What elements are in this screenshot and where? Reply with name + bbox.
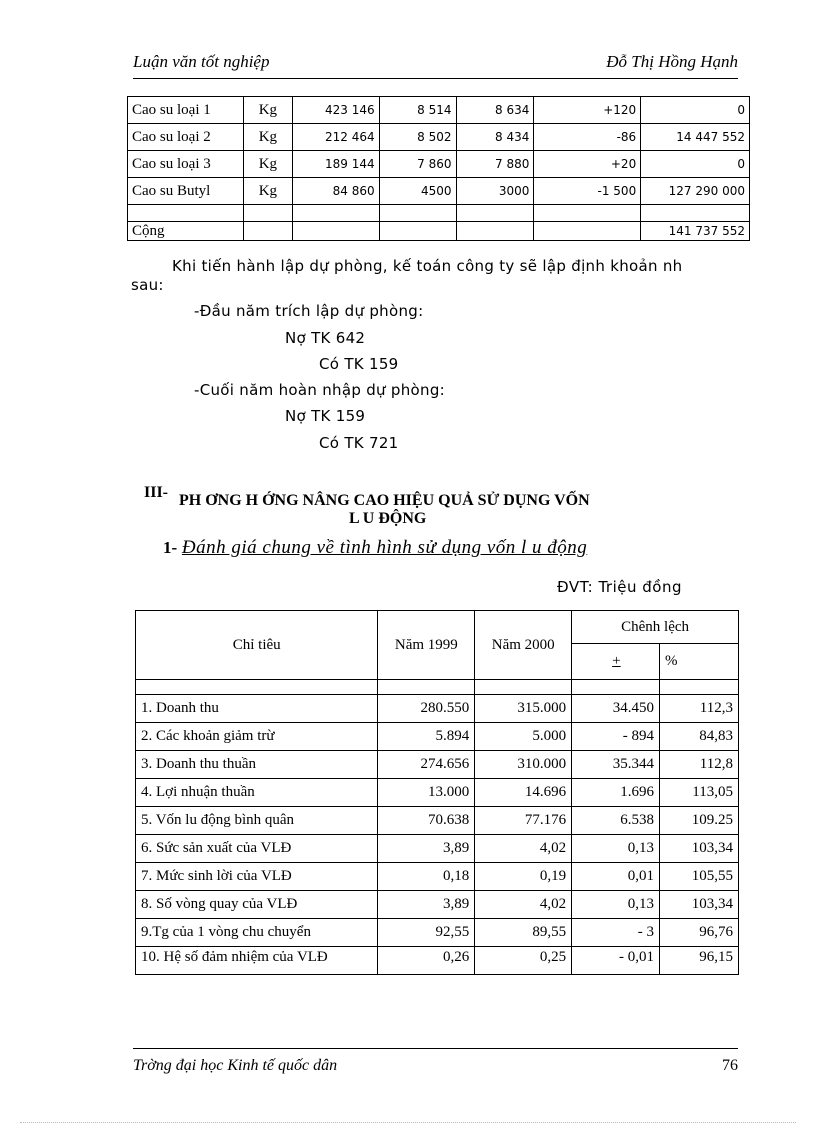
cell-value: -86 [534,124,641,151]
cell-value: 14.696 [475,779,572,807]
item-name: Cao su loại 2 [128,124,244,151]
unit-label: ĐVT: Triệu đồng [557,578,682,596]
table-row [128,97,750,124]
cell-value: - 0,01 [572,947,660,975]
cell-value: 280.550 [378,695,475,723]
cell-value: 112,8 [660,751,739,779]
table-row [128,124,750,151]
section-title-line-2: L U ĐỘNG [349,510,427,527]
cell-value: 4,02 [475,835,572,863]
cell-value: 103,34 [660,835,739,863]
cell-value: +20 [534,151,641,178]
indicator-name: 8. Số vòng quay của VLĐ [136,891,378,919]
end-credit-entry: Có TK 721 [319,434,399,452]
begin-year-label: -Đầu năm trích lập dự phòng: [194,302,424,320]
header-plus-minus: + [572,644,660,680]
cell-value: 8 502 [379,124,456,151]
cell-value: 310.000 [475,751,572,779]
item-unit: Kg [243,124,292,151]
cell-value: 7 860 [379,151,456,178]
table-row [128,178,750,205]
cell-value: 34.450 [572,695,660,723]
page-number: 76 [722,1057,738,1074]
cell-value: 127 290 000 [641,178,750,205]
page-footer [133,1048,738,1075]
cell-value: 0,13 [572,891,660,919]
cell-value: 84 860 [292,178,379,205]
begin-credit-entry: Có TK 159 [319,355,399,373]
cell-value: 103,34 [660,891,739,919]
cell-value: 6.538 [572,807,660,835]
cell-value: 89,55 [475,919,572,947]
cell-value: 7 880 [456,151,534,178]
indicator-name: 7. Mức sinh lời của VLĐ [136,863,378,891]
cell-value: 8 634 [456,97,534,124]
item-unit: Kg [243,178,292,205]
section-number: III- [144,484,169,501]
cell-value: 5.894 [378,723,475,751]
cell-value: 14 447 552 [641,124,750,151]
cell-value: 92,55 [378,919,475,947]
table-row [136,779,739,807]
header-difference: Chênh lệch [572,611,739,644]
cell-value: 1.696 [572,779,660,807]
cell-value: 96,76 [660,919,739,947]
cell-value: 0 [641,97,750,124]
cell-value: 0,01 [572,863,660,891]
section-title-line-1: PH ƠNG H ỚNG NÂNG CAO HIỆU QUẢ SỬ DỤNG VỐN [179,492,590,509]
indicator-name: 3. Doanh thu thuần [136,751,378,779]
cell-value: 0 [641,151,750,178]
inventory-provision-table [127,96,750,241]
subsection-title: Đánh giá chung về tình hình sử dụng vốn l u động [181,537,588,558]
cell-value: 5.000 [475,723,572,751]
table-row [136,863,739,891]
table-row [136,835,739,863]
item-unit: Kg [243,97,292,124]
indicator-name: 10. Hệ số đảm nhiệm của VLĐ [136,947,378,975]
cell-value: -1 500 [534,178,641,205]
cell-value: 3000 [456,178,534,205]
indicator-name: 1. Doanh thu [136,695,378,723]
cell-value: 8 514 [379,97,456,124]
item-name: Cao su loại 1 [128,97,244,124]
cell-value: 315.000 [475,695,572,723]
item-name: Cao su loại 3 [128,151,244,178]
footer-school: Trờng đại học Kinh tế quốc dân [133,1057,338,1074]
total-label: Cộng [128,222,244,241]
cell-value: 274.656 [378,751,475,779]
end-year-label: -Cuối năm hoàn nhập dự phòng: [194,381,446,399]
cell-value: 3,89 [378,835,475,863]
indicator-name: 5. Vốn lu động bình quân [136,807,378,835]
cell-value: - 3 [572,919,660,947]
cell-value: 0,13 [572,835,660,863]
cell-value: +120 [534,97,641,124]
cell-value: 113,05 [660,779,739,807]
cell-value: 13.000 [378,779,475,807]
table-row [128,151,750,178]
table-row [136,723,739,751]
indicator-name: 4. Lợi nhuận thuần [136,779,378,807]
table-row [136,751,739,779]
cell-value: 35.344 [572,751,660,779]
cell-value: - 894 [572,723,660,751]
table-row [136,807,739,835]
cell-value: 423 146 [292,97,379,124]
table-row [136,891,739,919]
intro-line-2: sau: [131,276,164,294]
cell-value: 112,3 [660,695,739,723]
cell-value: 4,02 [475,891,572,919]
header-indicator: Chỉ tiêu [136,611,378,680]
header-percent: % [660,644,739,680]
working-capital-table [135,610,739,975]
cell-value: 0,19 [475,863,572,891]
cell-value: 105,55 [660,863,739,891]
subsection-number: 1- [163,538,178,557]
end-debit-entry: Nợ TK 159 [285,407,366,425]
subsection-heading [163,537,587,559]
header-year-2000: Năm 2000 [475,611,572,680]
cell-value: 77.176 [475,807,572,835]
table-row-blank [128,205,750,222]
cell-value: 84,83 [660,723,739,751]
indicator-name: 9.Tg của 1 vòng chu chuyển [136,919,378,947]
item-unit: Kg [243,151,292,178]
indicator-name: 2. Các khoản giảm trừ [136,723,378,751]
indicator-name: 6. Sức sản xuất của VLĐ [136,835,378,863]
header-thesis-label: Luận văn tốt nghiệp [133,52,270,71]
page-header [133,52,738,79]
cell-value: 0,18 [378,863,475,891]
table-row [136,695,739,723]
cell-value: 189 144 [292,151,379,178]
cell-value: 8 434 [456,124,534,151]
header-year-1999: Năm 1999 [378,611,475,680]
begin-debit-entry: Nợ TK 642 [285,329,366,347]
cell-value: 70.638 [378,807,475,835]
cell-value: 109.25 [660,807,739,835]
cell-value: 4500 [379,178,456,205]
table-row-total [128,222,750,241]
cell-value: 212 464 [292,124,379,151]
cell-value: 96,15 [660,947,739,975]
table-row [136,947,739,975]
item-name: Cao su Butyl [128,178,244,205]
cell-value: 0,25 [475,947,572,975]
cell-value: 0,26 [378,947,475,975]
header-author: Đỗ Thị Hồng Hạnh [606,52,738,71]
table-row [136,919,739,947]
intro-line-1: Khi tiến hành lập dự phòng, kế toán công ty sẽ lập định khoản nh [172,257,683,275]
cell-value: 3,89 [378,891,475,919]
total-value: 141 737 552 [641,222,750,241]
